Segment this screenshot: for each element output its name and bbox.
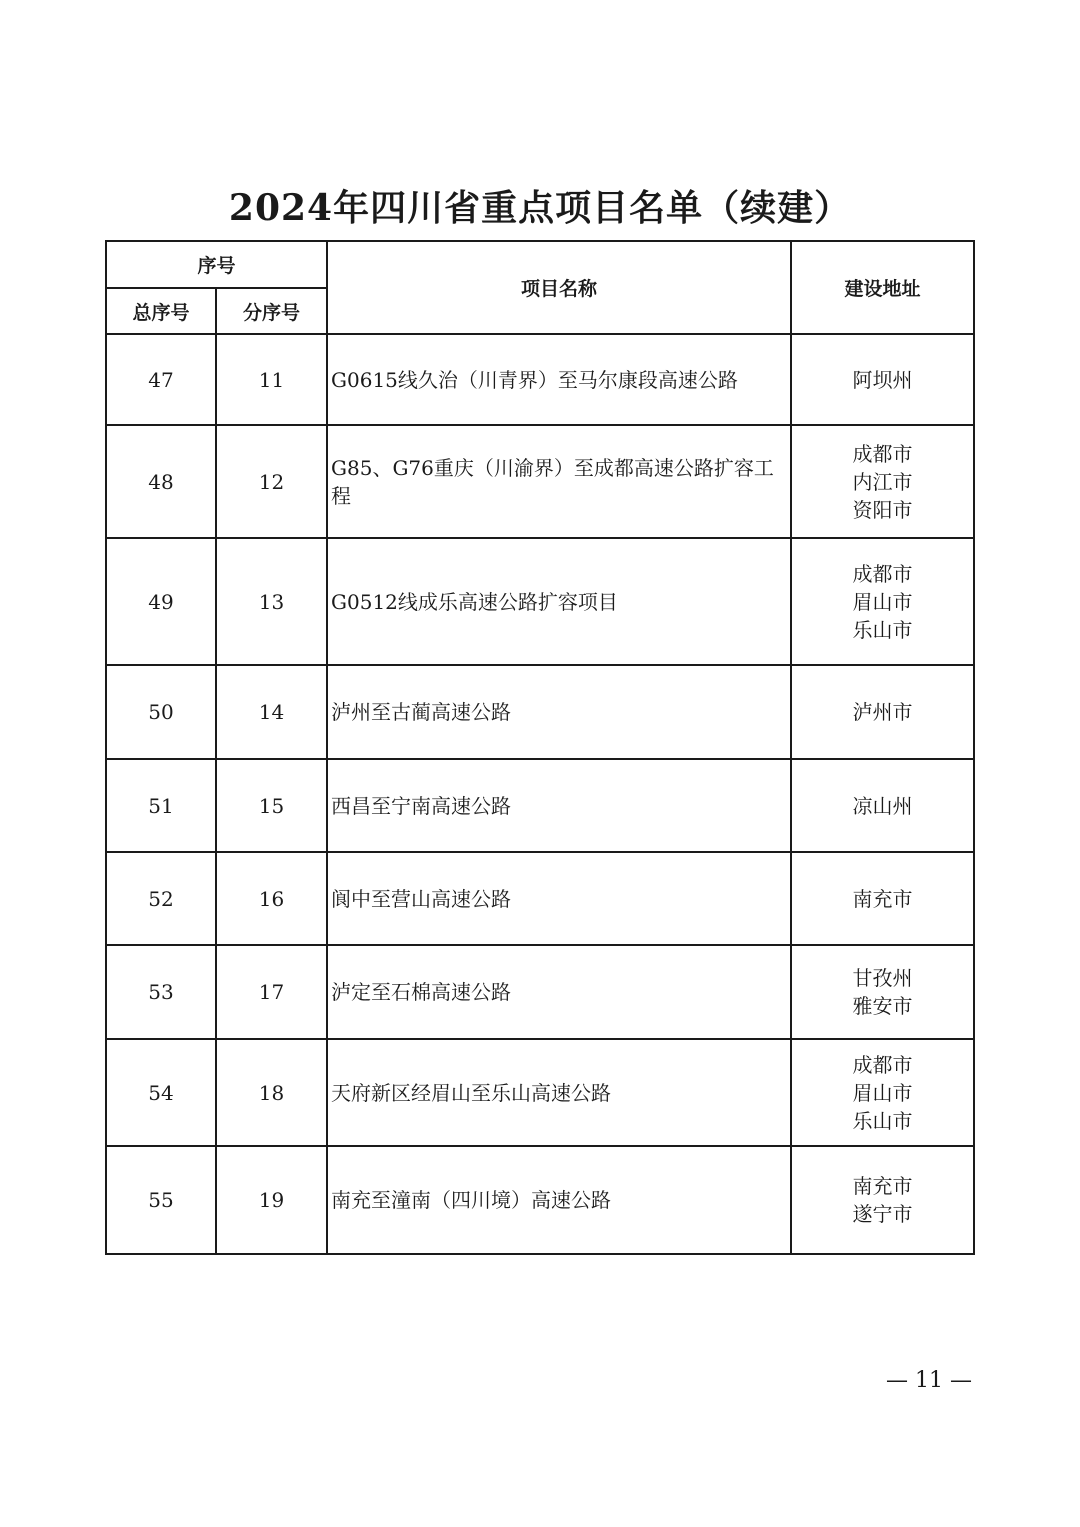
sub-seq-cell: 17 — [216, 945, 327, 1039]
location-item: 雅安市 — [852, 994, 913, 1018]
project-name-cell: 西昌至宁南高速公路 — [327, 759, 791, 852]
location-item: 遂宁市 — [852, 1202, 913, 1226]
total-seq-cell: 54 — [106, 1039, 216, 1146]
total-seq-cell: 52 — [106, 852, 216, 945]
table-row — [106, 1146, 974, 1254]
header-seq: 序号 — [106, 241, 327, 288]
total-seq-cell: 49 — [106, 538, 216, 665]
page-number: — 11 — — [886, 1368, 972, 1393]
table-row — [106, 425, 974, 538]
location-item: 泸州市 — [852, 700, 913, 724]
total-seq-cell: 50 — [106, 665, 216, 759]
sub-seq-cell: 11 — [216, 334, 327, 425]
location-cell — [791, 665, 974, 759]
location-item: 成都市 — [852, 1052, 913, 1077]
table-row — [106, 334, 974, 425]
project-name-cell: 南充至潼南（四川境）高速公路 — [327, 1146, 791, 1254]
header-location: 建设地址 — [791, 241, 974, 334]
location-cell — [791, 1039, 974, 1146]
table-row — [106, 1039, 974, 1146]
total-seq-cell: 48 — [106, 425, 216, 538]
location-cell — [791, 1146, 974, 1254]
location-cell — [791, 538, 974, 665]
location-item: 乐山市 — [852, 617, 913, 642]
sub-seq-cell: 12 — [216, 425, 327, 538]
sub-seq-cell: 13 — [216, 538, 327, 665]
page-title: 2024年四川省重点项目名单（续建） — [228, 187, 852, 229]
header-project-name: 项目名称 — [327, 241, 791, 334]
location-cell — [791, 425, 974, 538]
project-name-cell: 泸定至石棉高速公路 — [327, 945, 791, 1039]
location-item: 甘孜州 — [852, 966, 913, 990]
table-row — [106, 665, 974, 759]
total-seq-cell: 53 — [106, 945, 216, 1039]
sub-seq-cell: 16 — [216, 852, 327, 945]
location-item: 乐山市 — [852, 1108, 913, 1133]
location-item: 阿坝州 — [852, 367, 913, 392]
location-item: 眉山市 — [852, 589, 913, 614]
project-name-cell: G85、G76重庆（川渝界）至成都高速公路扩容工程 — [327, 425, 791, 538]
location-item: 资阳市 — [852, 497, 913, 522]
table-row — [106, 538, 974, 665]
project-name-cell: 阆中至营山高速公路 — [327, 852, 791, 945]
header-total-seq: 总序号 — [106, 288, 216, 334]
header-sub-seq: 分序号 — [216, 288, 327, 334]
location-item: 南充市 — [852, 1174, 913, 1198]
project-name-cell: 泸州至古蔺高速公路 — [327, 665, 791, 759]
project-table — [105, 240, 975, 1255]
project-name-cell: 天府新区经眉山至乐山高速公路 — [327, 1039, 791, 1146]
location-cell — [791, 334, 974, 425]
table-row — [106, 945, 974, 1039]
total-seq-cell: 55 — [106, 1146, 216, 1254]
total-seq-cell: 51 — [106, 759, 216, 852]
sub-seq-cell: 19 — [216, 1146, 327, 1254]
table-row — [106, 759, 974, 852]
project-name-cell: G0615线久治（川青界）至马尔康段高速公路 — [327, 334, 791, 425]
project-name-cell: G0512线成乐高速公路扩容项目 — [327, 538, 791, 665]
location-item: 南充市 — [852, 886, 913, 911]
sub-seq-cell: 18 — [216, 1039, 327, 1146]
sub-seq-cell: 14 — [216, 665, 327, 759]
location-cell — [791, 852, 974, 945]
location-item: 成都市 — [852, 441, 913, 466]
sub-seq-cell: 15 — [216, 759, 327, 852]
total-seq-cell: 47 — [106, 334, 216, 425]
location-item: 成都市 — [852, 561, 913, 586]
location-cell — [791, 759, 974, 852]
location-item: 内江市 — [852, 469, 913, 494]
location-item: 凉山州 — [852, 793, 913, 818]
location-cell — [791, 945, 974, 1039]
table-row — [106, 852, 974, 945]
location-item: 眉山市 — [852, 1080, 913, 1105]
